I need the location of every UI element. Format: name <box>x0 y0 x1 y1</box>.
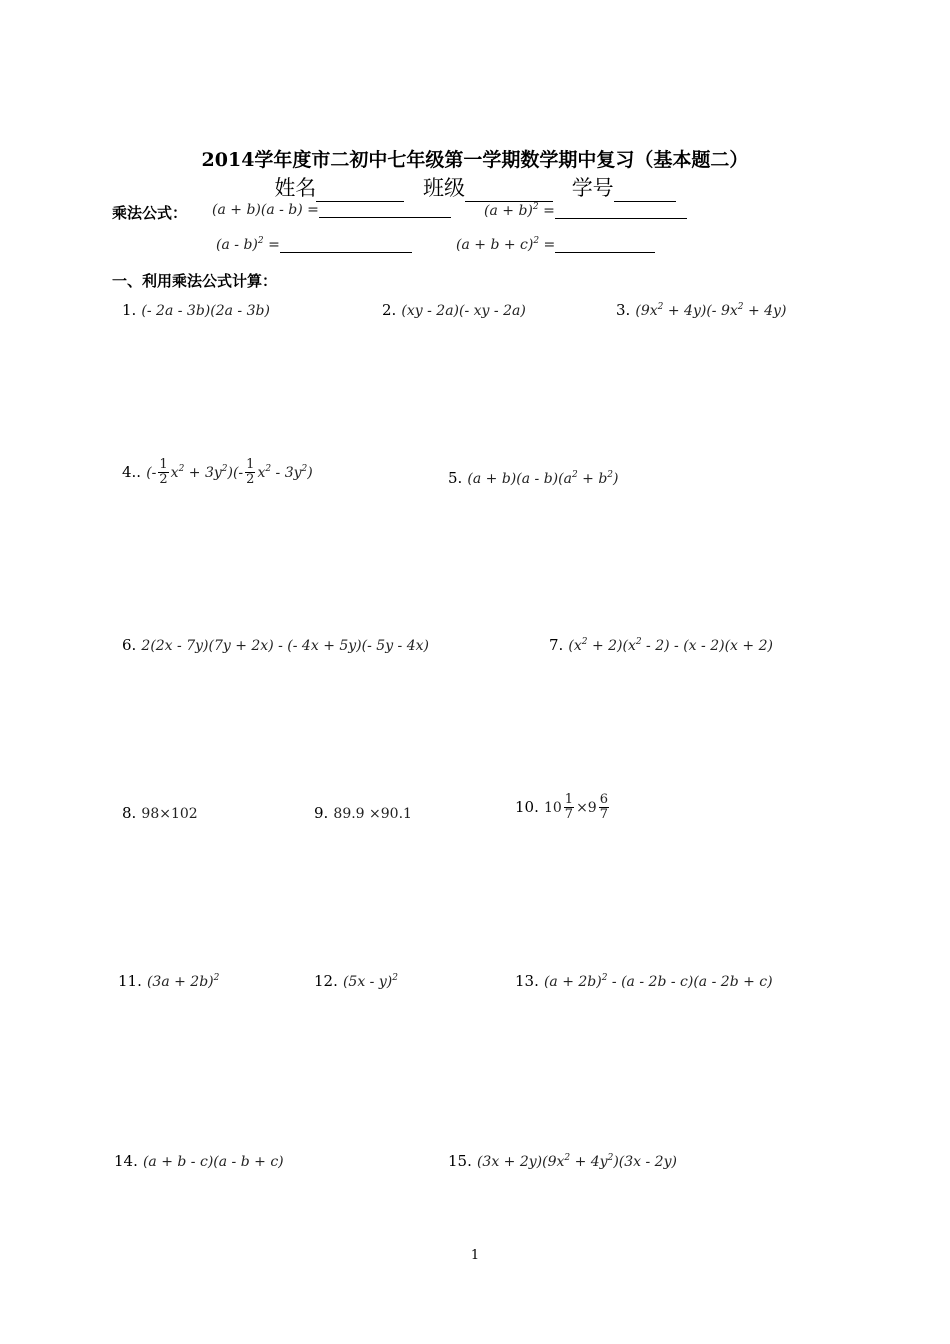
problem-1: 1. (- 2a - 3b)(2a - 3b) <box>122 301 270 319</box>
formula-1-blank[interactable] <box>319 203 451 218</box>
page-title: 2014学年度市二初中七年级第一学期数学期中复习（基本题二） <box>201 149 749 171</box>
formula-4: $(a + b + c)^2$ = <box>456 236 655 253</box>
formula-4-blank[interactable] <box>555 238 655 253</box>
formula-3-blank[interactable] <box>280 238 412 253</box>
name-label: 姓名 <box>274 176 317 200</box>
page-number: 1 <box>470 1248 480 1263</box>
problem-8: 8. 98×102 <box>122 804 198 822</box>
formula-1: (a + b)(a - b) = <box>212 202 451 218</box>
student-info-line <box>0 172 950 202</box>
problem-3: 3. $(9x^2 + 4y)(-$ $9x^2 + 4y$) <box>616 301 787 319</box>
problem-14: 14. (a + b - c)(a - b + c) <box>114 1152 284 1170</box>
id-label: 学号 <box>571 176 614 200</box>
problem-12: 12. (5x - y)$^2$ <box>314 972 398 990</box>
problem-4: 4.. (- $\frac{1}{2}$ $x^2 + 3y^2)(-$ $\frac{1}{2}$ $x^2 - 3y^2$) <box>122 457 313 488</box>
problem-7: 7. $(x^2 + 2)(x^2 - 2) - (x - 2)(x + 2)$ <box>549 636 773 654</box>
name-blank[interactable] <box>316 179 404 202</box>
class-blank[interactable] <box>465 179 553 202</box>
problem-6: 6. 2(2x - 7y)(7y + 2x) - (- 4x + 5y)(- 5y - 4x) <box>122 636 430 654</box>
formula-2-blank[interactable] <box>555 204 687 219</box>
id-blank[interactable] <box>614 179 676 202</box>
problem-15: 15. $(3x + 2y)(9x^2 + 4y^2)(3x - 2y)$ <box>448 1152 677 1170</box>
problem-2: 2. (xy - 2a)(- xy - 2a) <box>382 301 526 319</box>
formula-3: (a - b)$^2$ = <box>216 236 412 253</box>
problem-9: 9. 89.9 ×90.1 <box>314 804 412 822</box>
class-label: 班级 <box>423 176 465 200</box>
problem-5: 5. $(a + b)(a - b)(a^2 + b^2)$ <box>448 469 619 487</box>
problem-10: 10. 10 $\frac{1}{7}$ ×9 $\frac{6}{7}$ <box>515 792 608 823</box>
problem-13: 13. $(a + 2b)^2 - (a - 2b - c)(a - 2b + c)$ <box>515 972 773 990</box>
section-1-title: 一、利用乘法公式计算： <box>112 272 278 290</box>
problem-11: 11. $(3a + 2b)^2$ <box>118 972 220 990</box>
formula-label: 乘法公式： <box>112 204 188 222</box>
formula-2: $(a + b)^2$ = <box>484 202 687 219</box>
